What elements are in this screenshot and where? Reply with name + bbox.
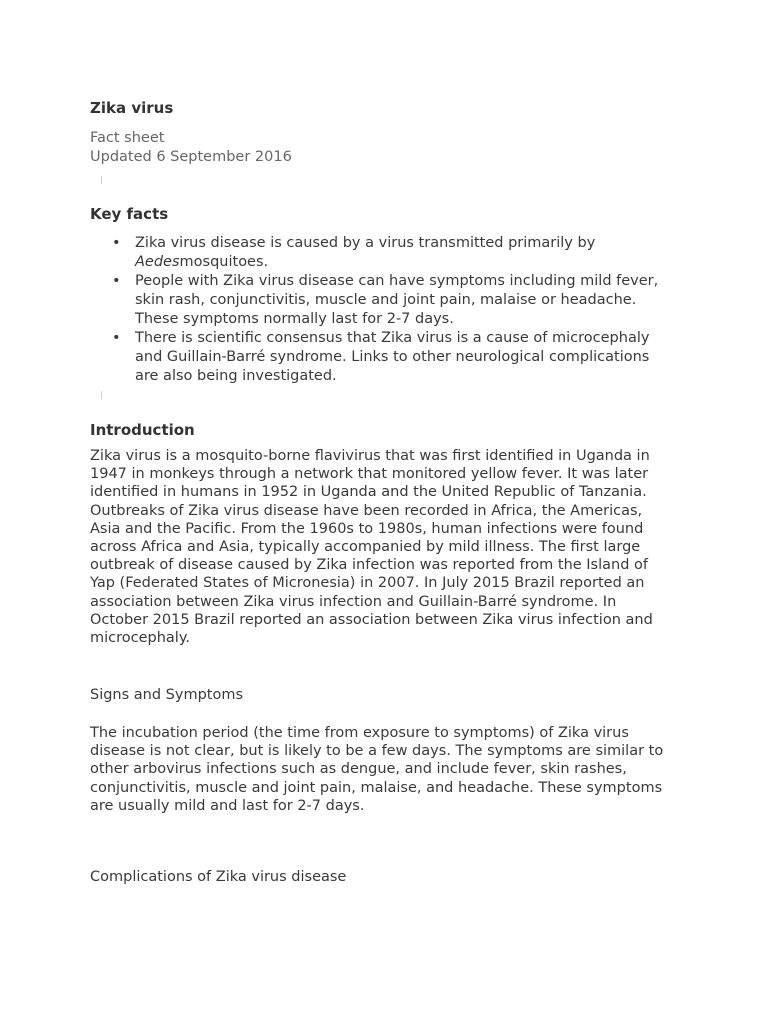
signs-body: The incubation period (the time from exposure to symptoms) of Zika virus disease is not clear, but is likely to be a few days. The symptoms are similar to other arbovirus infections such as dengue, and include fever, skin rashes, conjunctivitis, muscle and joint pain, malaise, and headache. These symptoms are usually mild and last for 2-7 days. — [90, 725, 664, 814]
bullet-icon: • — [112, 273, 121, 289]
updated-date: Updated 6 September 2016 — [90, 149, 292, 165]
complications-heading: Complications of Zika virus disease — [90, 869, 347, 885]
separator-mark: | — [100, 175, 103, 184]
list-item — [90, 234, 670, 272]
fact-sheet-label: Fact sheet — [90, 130, 165, 146]
page-title: Zika virus — [90, 99, 174, 117]
separator-mark: | — [100, 390, 103, 399]
key-fact-1-tail: mosquitoes. — [179, 254, 269, 270]
list-item — [90, 272, 670, 329]
introduction-heading: Introduction — [90, 421, 195, 439]
key-fact-1-italic: Aedes — [135, 254, 180, 270]
key-facts-heading: Key facts — [90, 205, 169, 223]
key-fact-2-text: People with Zika virus disease can have symptoms including mild fever, skin rash, conjunctivitis, muscle and joint pain, malaise or headache. These symptoms normally last for 2-7 days. — [135, 273, 659, 327]
signs-heading: Signs and Symptoms — [90, 687, 244, 703]
key-fact-3-text: There is scientific consensus that Zika virus is a cause of microcephaly and Guillain-Barré syndrome. Links to other neurological complications are also being investigated. — [135, 330, 650, 384]
key-facts-list — [90, 234, 670, 386]
key-fact-1-text: Zika virus disease is caused by a virus transmitted primarily by — [135, 235, 596, 251]
introduction-body: Zika virus is a mosquito-borne flavivirus that was first identified in Uganda in 1947 in monkeys through a network that monitored yellow fever. It was later identified in humans in 1952 in Uganda and the United Republic of Tanzania. Outbreaks of Zika virus disease have been recorded in Africa, the Americas, Asia and the Pacific. From the 1960s to 1980s, human infections were found across Africa and Asia, typically accompanied by mild illness. The first large outbreak of disease caused by Zika infection was reported from the Island of Yap (Federated States of Micronesia) in 2007. In July 2015 Brazil reported an association between Zika virus infection and Guillain-Barré syndrome. In October 2015 Brazil reported an association between Zika virus infection and microcephaly. — [90, 448, 653, 647]
bullet-icon: • — [112, 330, 121, 346]
list-item — [90, 329, 670, 386]
bullet-icon: • — [112, 235, 121, 251]
